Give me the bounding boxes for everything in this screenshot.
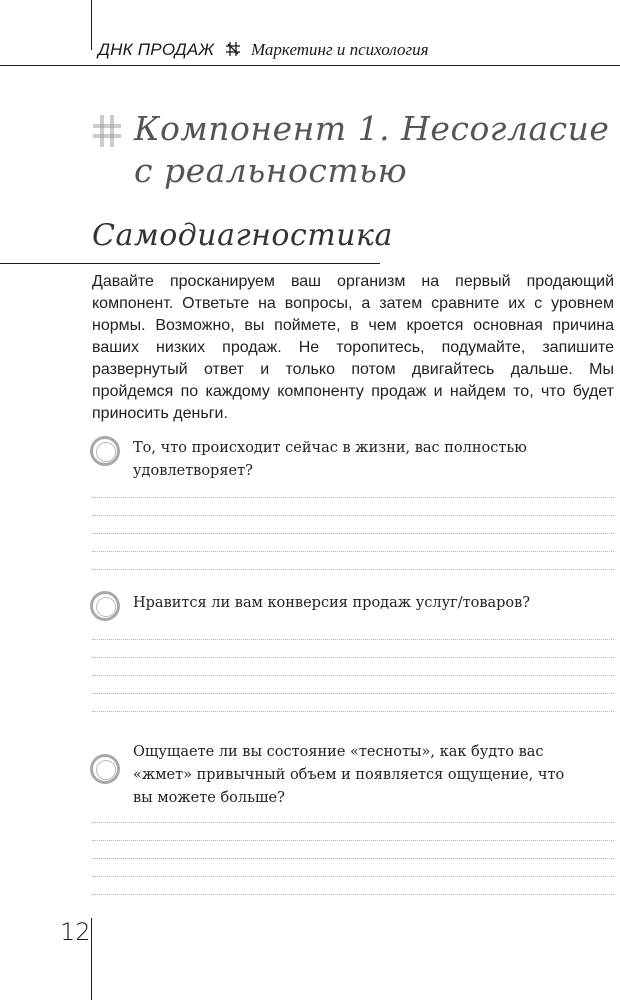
chapter-title-line-2: с реальностью bbox=[134, 151, 408, 190]
answer-line bbox=[92, 497, 614, 498]
answer-lines[interactable] bbox=[92, 497, 614, 587]
question-text: То, что происходит сейчас в жизни, вас полностью удовлетворяет? bbox=[133, 440, 527, 479]
section-title: Самодиагностика bbox=[92, 218, 393, 253]
running-header bbox=[98, 40, 429, 60]
answer-line bbox=[92, 515, 614, 516]
margin-rule-top bbox=[91, 0, 92, 50]
question-text: Ощущаете ли вы состояние «тесноты», как будто вас «жмет» привычный объем и появляется ощущение, что вы можете больше? bbox=[133, 744, 565, 806]
question-text: Нравится ли вам конверсия продаж услуг/товаров? bbox=[133, 595, 531, 611]
answer-line bbox=[92, 711, 614, 712]
answer-line bbox=[92, 533, 614, 534]
answer-line bbox=[92, 639, 614, 640]
answer-lines[interactable] bbox=[92, 639, 614, 729]
margin-rule-bottom bbox=[91, 918, 92, 1000]
chapter-title-line-1: Компонент 1. Несогласие bbox=[134, 109, 610, 148]
book-subtitle: Маркетинг и психология bbox=[251, 40, 429, 59]
page-number: 12 bbox=[60, 918, 91, 946]
answer-line bbox=[92, 840, 614, 841]
hash-ornament-icon bbox=[225, 41, 241, 57]
answer-line bbox=[92, 894, 614, 895]
answer-line bbox=[92, 822, 614, 823]
answer-line bbox=[92, 693, 614, 694]
section-rule bbox=[0, 263, 380, 264]
answer-line bbox=[92, 675, 614, 676]
answer-line bbox=[92, 551, 614, 552]
header-rule bbox=[0, 65, 620, 66]
answer-lines[interactable] bbox=[92, 822, 614, 912]
checkbox-circle-icon[interactable] bbox=[90, 436, 120, 466]
answer-line bbox=[92, 876, 614, 877]
book-title: ДНК ПРОДАЖ bbox=[98, 40, 215, 59]
answer-line bbox=[92, 657, 614, 658]
checkbox-circle-icon[interactable] bbox=[90, 591, 120, 621]
answer-line bbox=[92, 569, 614, 570]
checkbox-circle-icon[interactable] bbox=[90, 754, 120, 784]
hash-ornament-large-icon bbox=[92, 114, 122, 148]
answer-line bbox=[92, 858, 614, 859]
intro-paragraph: Давайте просканируем ваш организм на первый продающий компонент. Ответьте на вопросы, а затем сравните их с уровнем нормы. Возможно, вы поймете, в чем кроется основная причина ваших низких продаж. Не торопитесь, подумайте, запишите развернутый ответ и только потом двигайтесь дальше. Мы пройдемся по каждому компоненту продаж и найдем то, что будет приносить деньги. bbox=[92, 273, 614, 422]
